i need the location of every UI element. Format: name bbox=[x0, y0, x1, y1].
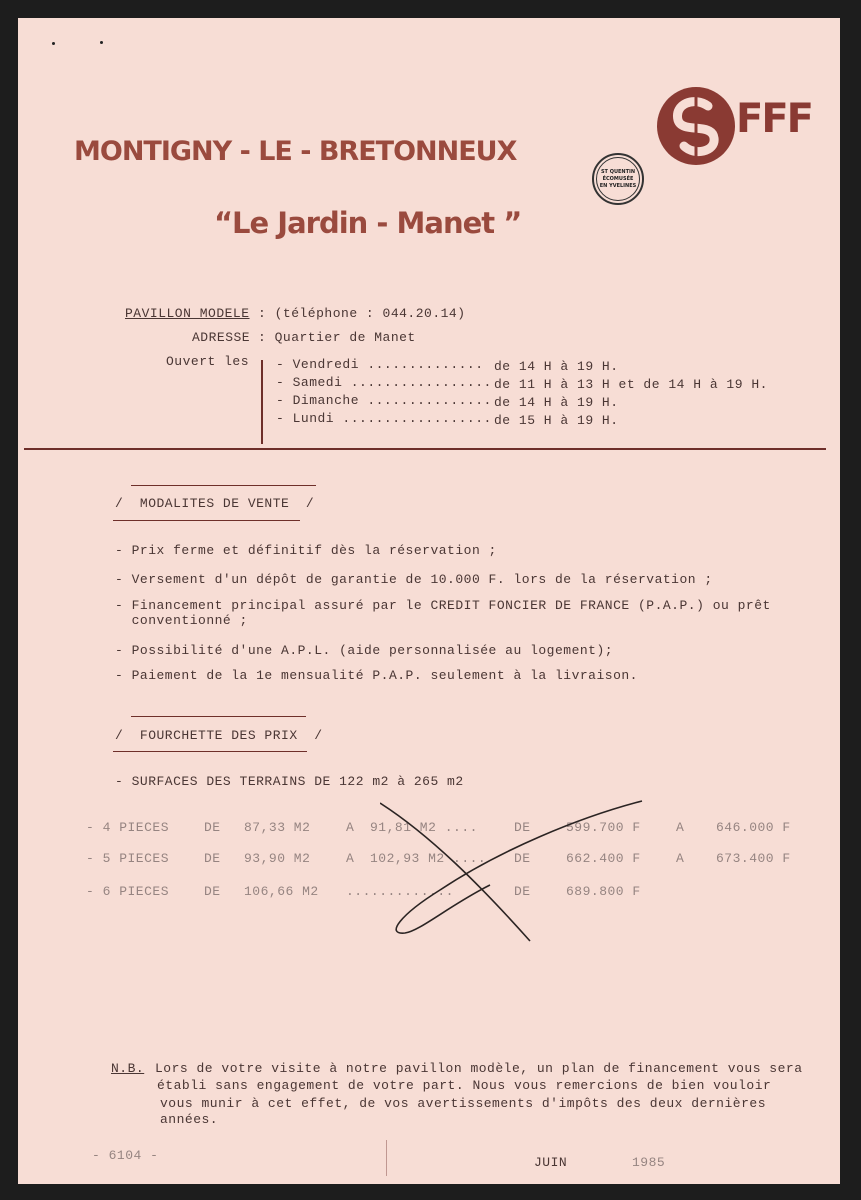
modalite-item: - Paiement de la 1e mensualité P.A.P. seulement à la livraison. bbox=[115, 668, 638, 683]
heading-rule bbox=[131, 716, 306, 717]
hours-day: - Dimanche ............... bbox=[276, 393, 492, 408]
nb-line: années. bbox=[160, 1112, 219, 1127]
price-pieces: - 4 PIECES bbox=[86, 820, 170, 835]
heading-rule bbox=[131, 485, 316, 486]
price-surface-min: 106,66 M2 bbox=[244, 884, 319, 899]
price-de: DE bbox=[514, 851, 531, 866]
nb-line: Lors de votre visite à notre pavillon modèle, un plan de financement vous sera bbox=[155, 1061, 803, 1076]
price-surface-max: 102,93 M2 .... bbox=[370, 851, 487, 866]
hours-day: - Vendredi .............. bbox=[276, 357, 484, 372]
price-de: DE bbox=[514, 820, 531, 835]
price-surface-min: 93,90 M2 bbox=[244, 851, 311, 866]
price-min: 599.700 F bbox=[566, 820, 641, 835]
hours-day: - Lundi .................. bbox=[276, 411, 492, 426]
nb-line: établi sans engagement de votre part. Nous vous remercions de bien vouloir bbox=[157, 1078, 772, 1093]
surfaces-line: - SURFACES DES TERRAINS DE 122 m2 à 265 m2 bbox=[115, 774, 464, 789]
adresse-label: ADRESSE bbox=[192, 330, 251, 345]
modalite-item: - Financement principal assuré par le CREDIT FONCIER DE FRANCE (P.A.P.) ou prêt bbox=[115, 598, 771, 613]
section-divider bbox=[24, 448, 826, 450]
stamp-line: EN YVELINES bbox=[599, 182, 637, 189]
hours-day: - Samedi ................. bbox=[276, 375, 492, 390]
hours-time: de 14 H à 19 H. bbox=[494, 359, 619, 374]
city-title: MONTIGNY - LE - BRETONNEUX bbox=[74, 136, 517, 167]
stamp-line: ST QUENTIN bbox=[600, 168, 636, 175]
scan-mark bbox=[52, 42, 55, 45]
logo-text: FFF bbox=[736, 96, 812, 142]
bracket-line bbox=[261, 360, 263, 444]
footer-month: JUIN bbox=[534, 1155, 568, 1170]
adresse-value: : Quartier de Manet bbox=[258, 330, 416, 345]
ecomusee-stamp bbox=[592, 153, 644, 205]
price-a: A bbox=[676, 851, 685, 866]
hours-time: de 11 H à 13 H et de 14 H à 19 H. bbox=[494, 377, 768, 392]
prix-heading: / FOURCHETTE DES PRIX / bbox=[115, 728, 323, 743]
price-min: 662.400 F bbox=[566, 851, 641, 866]
price-min: 689.800 F bbox=[566, 884, 641, 899]
sncf-logo-icon bbox=[656, 86, 736, 166]
hours-time: de 15 H à 19 H. bbox=[494, 413, 619, 428]
modalite-item: conventionné ; bbox=[115, 613, 248, 628]
modalite-item: - Versement d'un dépôt de garantie de 10.000 F. lors de la réservation ; bbox=[115, 572, 713, 587]
price-pieces: - 6 PIECES bbox=[86, 884, 170, 899]
modalite-item: - Possibilité d'une A.P.L. (aide personnalisée au logement); bbox=[115, 643, 614, 658]
pavillon-label: PAVILLON MODELE bbox=[125, 306, 250, 321]
nb-label: N.B. bbox=[111, 1061, 145, 1076]
stamp-line: ÉCOMUSÉE bbox=[602, 175, 634, 182]
price-surface-max: 91,81 M2 .... bbox=[370, 820, 478, 835]
price-pieces: - 5 PIECES bbox=[86, 851, 170, 866]
ouvert-label: Ouvert les bbox=[166, 354, 250, 369]
price-de: DE bbox=[204, 820, 221, 835]
scan-mark bbox=[100, 41, 103, 44]
modalite-item: - Prix ferme et définitif dès la réservation ; bbox=[115, 543, 497, 558]
price-a: A bbox=[346, 820, 355, 835]
price-de: DE bbox=[204, 851, 221, 866]
heading-rule bbox=[113, 520, 300, 521]
price-a: A bbox=[676, 820, 685, 835]
price-de: DE bbox=[204, 884, 221, 899]
price-surface-min: 87,33 M2 bbox=[244, 820, 311, 835]
handwritten-crossout-mark bbox=[380, 795, 650, 950]
project-title: “Le Jardin - Manet ” bbox=[214, 206, 522, 240]
heading-rule bbox=[113, 751, 307, 752]
price-max: 673.400 F bbox=[716, 851, 791, 866]
document-reference: - 6104 - bbox=[92, 1148, 159, 1163]
pavillon-value: : (téléphone : 044.20.14) bbox=[258, 306, 466, 321]
price-de: DE bbox=[514, 884, 531, 899]
price-dots: ............. bbox=[346, 884, 454, 899]
fold-mark bbox=[386, 1140, 387, 1176]
footer-year: 1985 bbox=[632, 1155, 666, 1170]
price-max: 646.000 F bbox=[716, 820, 791, 835]
modalites-heading: / MODALITES DE VENTE / bbox=[115, 496, 315, 511]
hours-time: de 14 H à 19 H. bbox=[494, 395, 619, 410]
price-a: A bbox=[346, 851, 355, 866]
nb-line: vous munir à cet effet, de vos avertissements d'impôts des deux dernières bbox=[160, 1096, 766, 1111]
